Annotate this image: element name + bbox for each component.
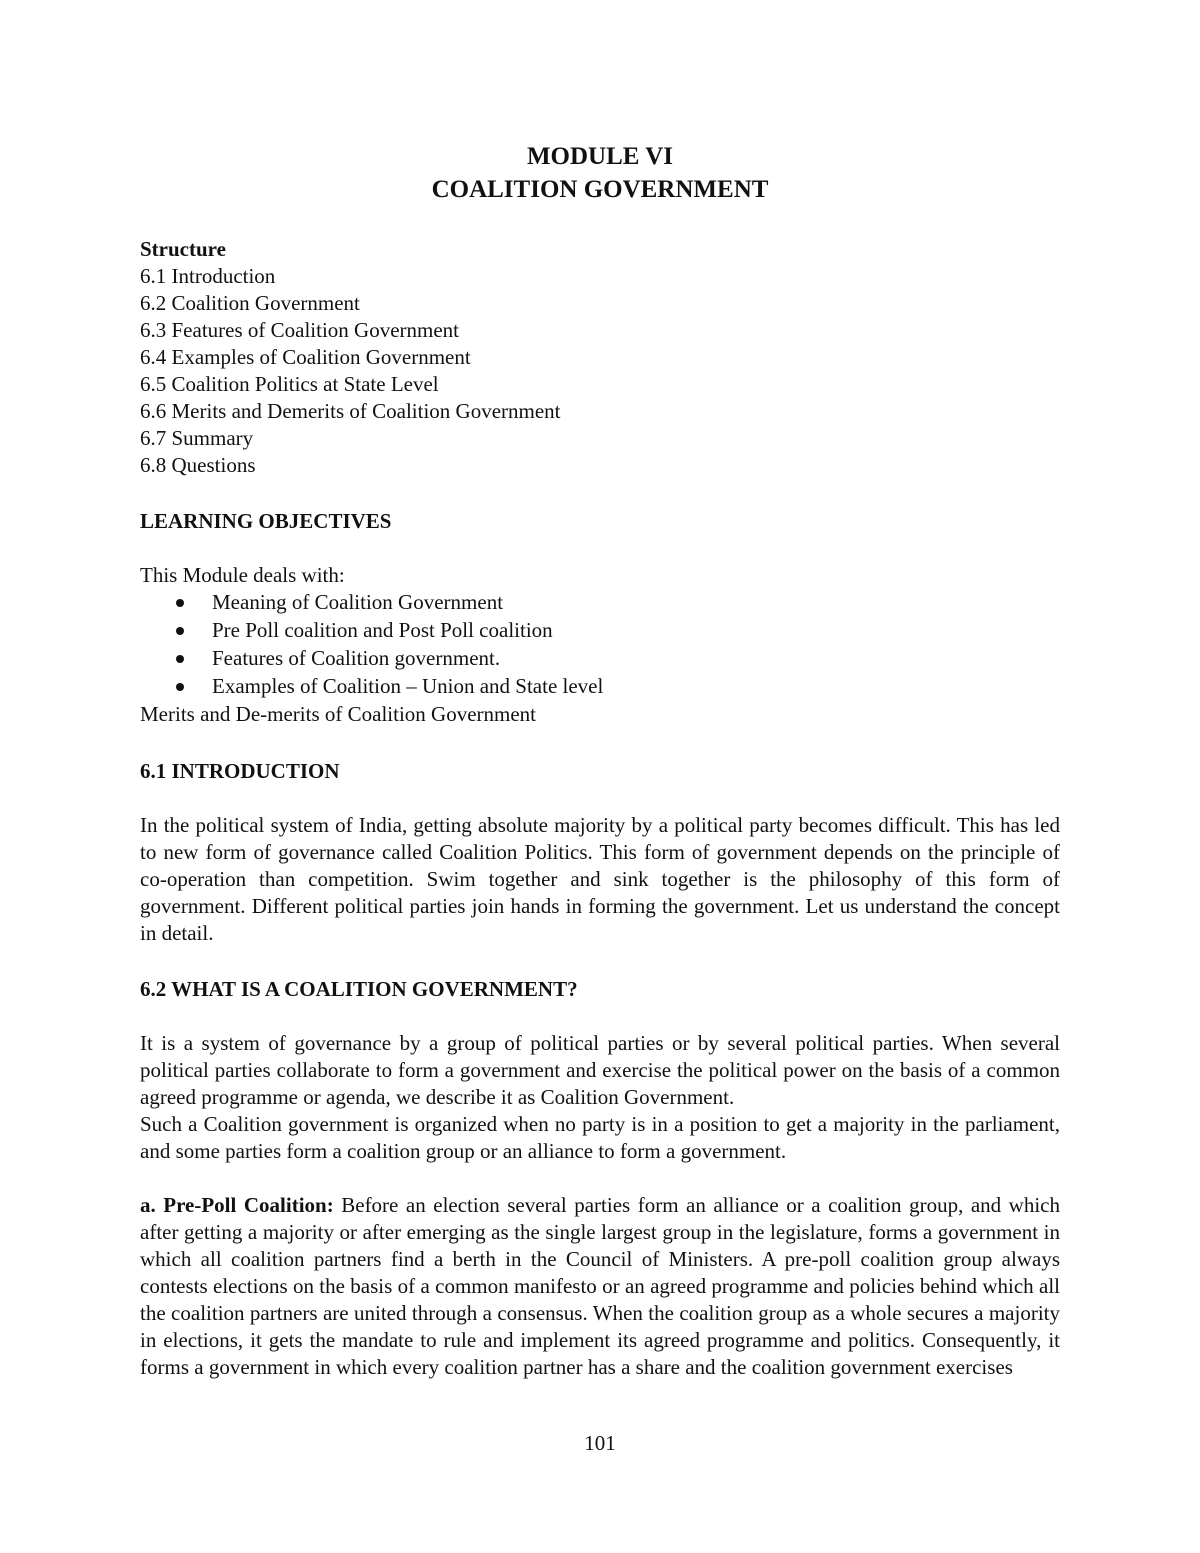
bullet-icon [176,655,184,663]
majority-paragraph: Such a Coalition government is organized when no party is in a position to get a majority in the parliament, and some parties form a coalition group or an alliance to form a government. [140,1112,1060,1163]
toc-item: 6.5 Coalition Politics at State Level [140,372,439,396]
list-item [140,589,1060,617]
module-title: MODULE VI [526,143,674,170]
pre-poll-label: a. Pre-Poll Coalition: [140,1193,334,1217]
toc-item: 6.4 Examples of Coalition Government [140,345,471,369]
list-item-text: Pre Poll coalition and Post Poll coalition [212,618,553,642]
objectives-intro: This Module deals with: [140,563,345,587]
list-item [140,673,1060,701]
list-item-text: Examples of Coalition – Union and State level [212,674,604,698]
bullet-icon [176,599,184,607]
definition-paragraph: It is a system of governance by a group of political parties or by several political parties. When several political parties collaborate to form a government and exercise the political power on the basis of a common agreed programme or agenda, we describe it as Coalition Government. [140,1031,1060,1109]
module-subtitle: COALITION GOVERNMENT [431,176,769,203]
toc-item: 6.7 Summary [140,426,254,450]
introduction-paragraph: In the political system of India, getting absolute majority by a political party becomes difficult. This has led to new form of governance called Coalition Politics. This form of government depends on the principle of co-operation than competition. Swim together and sink together is the philosophy of this form of government. Different political parties join hands in forming the government. Let us understand the concept in detail. [140,813,1060,945]
toc-item: 6.1 Introduction [140,264,276,288]
objectives-trailing-line: Merits and De-merits of Coalition Government [140,702,536,726]
toc-item: 6.3 Features of Coalition Government [140,318,460,342]
list-item [140,617,1060,645]
structure-section [140,236,1060,479]
coalition-definition-section [140,976,1060,1381]
list-item [140,645,1060,673]
objectives-list [140,589,1060,701]
section-heading-coalition-government: 6.2 WHAT IS A COALITION GOVERNMENT? [140,977,578,1001]
objectives-heading: LEARNING OBJECTIVES [140,509,392,533]
page-number: 101 [584,1431,616,1455]
bullet-icon [176,683,184,691]
structure-heading: Structure [140,237,226,261]
toc-item: 6.6 Merits and Demerits of Coalition Government [140,399,561,423]
pre-poll-text: Before an election several parties form an alliance or a coalition group, and which after getting a majority or after emerging as the single largest group in the legislature, forms a government in which all coalition partners find a berth in the Council of Ministers. A pre-poll coalition group always contests elections on the basis of a common manifesto or an agreed programme and policies behind which all the coalition partners are united through a consensus. When the coalition group as a whole secures a majority in elections, it gets the mandate to rule and implement its agreed programme and politics. Consequently, it forms a government in which every coalition partner has a share and the coalition government exercises [140,1193,1060,1379]
bullet-icon [176,627,184,635]
introduction-section [140,758,1060,947]
pre-poll-paragraph [140,1192,1060,1381]
list-item-text: Features of Coalition government. [212,646,501,670]
objectives-section [140,508,1060,728]
toc-item: 6.8 Questions [140,453,256,477]
section-heading-introduction: 6.1 INTRODUCTION [140,759,340,783]
toc-item: 6.2 Coalition Government [140,291,360,315]
list-item-text: Meaning of Coalition Government [212,590,504,614]
